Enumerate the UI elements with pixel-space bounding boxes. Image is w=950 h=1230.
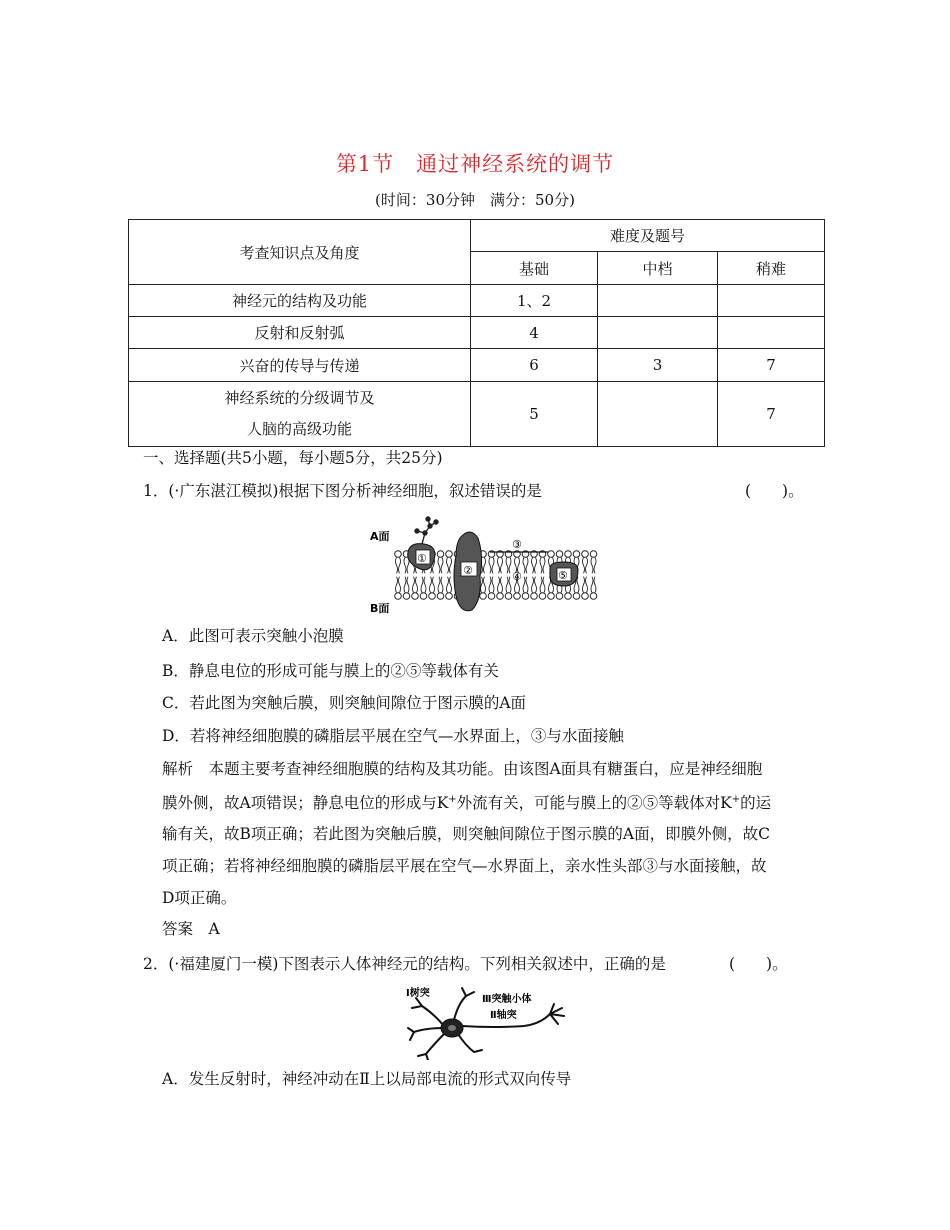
phospholipid-head	[497, 593, 504, 600]
analysis-text: 的运	[740, 794, 772, 813]
q1-answer: 答案 A	[162, 920, 220, 938]
phospholipid-head	[582, 551, 589, 558]
page-title: 第1节 通过神经系统的调节	[335, 152, 615, 176]
side-b-label: B面	[370, 602, 390, 615]
q1-option-b: B．静息电位的形成可能与膜上的②⑤等载体有关	[162, 662, 499, 680]
phospholipid-head	[403, 593, 410, 600]
table-row	[129, 382, 825, 447]
row-basic: 1、2	[471, 285, 598, 317]
membrane-figure	[368, 516, 608, 616]
row-topic-line: 神经系统的分级调节及	[224, 389, 375, 407]
axon-label: Ⅱ轴突	[490, 1010, 517, 1021]
phospholipid-head	[522, 593, 529, 600]
dendrite-label: Ⅰ树突	[406, 988, 430, 999]
level-hard: 稍难	[718, 252, 825, 285]
phospholipid-head	[565, 593, 572, 600]
phospholipid-head	[412, 593, 419, 600]
phospholipid-tail	[498, 577, 503, 593]
neuron-figure	[404, 984, 574, 1060]
phospholipid-tail	[498, 557, 503, 573]
phospholipid-tail	[489, 577, 494, 593]
row-hard	[718, 285, 825, 317]
phospholipid-tail	[438, 577, 443, 593]
label-4: ④	[512, 570, 522, 583]
label-2: ②	[463, 564, 473, 577]
page-subtitle: (时间：30分钟 满分：50分)	[375, 191, 575, 209]
phospholipid-head	[548, 551, 555, 558]
phospholipid-tail	[421, 577, 426, 593]
phospholipid-tail	[591, 577, 596, 593]
analysis-text: 外流有关，可能与膜上的②⑤等载体对K	[456, 794, 732, 813]
phospholipid-tail	[396, 577, 401, 593]
row-hard: 7	[718, 382, 825, 447]
q2-answer-bracket: ( )。	[729, 955, 788, 973]
row-topic: 神经元的结构及功能	[129, 285, 471, 317]
phospholipid-tail	[481, 577, 486, 593]
phospholipid-head	[548, 593, 555, 600]
analysis-line: 项正确；若将神经细胞膜的磷脂层平展在空气—水界面上，亲水性头部③与水面接触，故	[162, 857, 767, 875]
phospholipid-head	[480, 593, 487, 600]
phospholipid-head	[437, 551, 444, 558]
phospholipid-tail	[591, 557, 596, 573]
phospholipid-tail	[489, 557, 494, 573]
phospholipid-head	[582, 593, 589, 600]
level-medium: 中档	[598, 252, 718, 285]
phospholipid-head	[573, 551, 580, 558]
glycoprotein-icon	[415, 517, 438, 544]
label-3: ③	[512, 538, 522, 551]
phospholipid-tail	[438, 557, 443, 573]
phospholipid-tail	[506, 577, 511, 593]
phospholipid-head	[488, 593, 495, 600]
phospholipid-tail	[583, 577, 588, 593]
row-hard	[718, 317, 825, 349]
phospholipid-head	[437, 593, 444, 600]
phospholipid-head	[514, 593, 521, 600]
analysis-line	[162, 795, 771, 812]
level-basic: 基础	[471, 252, 598, 285]
q1-option-c: C．若此图为突触后膜，则突触间隙位于图示膜的A面	[162, 694, 527, 712]
row-medium	[598, 382, 718, 447]
phospholipid-head	[539, 593, 546, 600]
row-basic: 5	[471, 382, 598, 447]
phospholipid-head	[429, 593, 436, 600]
topic-header: 考查知识点及角度	[129, 220, 471, 285]
phospholipid-tail	[413, 577, 418, 593]
phospholipid-head	[590, 593, 597, 600]
phospholipid-head	[395, 593, 402, 600]
table-row	[129, 285, 825, 317]
phospholipid-tail	[430, 577, 435, 593]
synaptic-terminal-label: Ⅲ突触小体	[482, 994, 532, 1005]
phospholipid-head	[573, 593, 580, 600]
superscript: +	[731, 794, 741, 805]
superscript: +	[448, 794, 457, 805]
section-heading: 一、选择题(共5小题，每小题5分，共25分)	[143, 449, 443, 467]
row-topic: 反射和反射弧	[129, 317, 471, 349]
phospholipid-head	[446, 551, 453, 558]
analysis-line: 解析 本题主要考查神经细胞膜的结构及其功能。由该图A面具有糖蛋白，应是神经细胞	[162, 760, 763, 778]
q1-stem: 1．(·广东湛江模拟)根据下图分析神经细胞，叙述错误的是	[143, 482, 542, 500]
label-1: ①	[417, 552, 427, 565]
q2-option-a: A．发生反射时，神经冲动在Ⅱ上以局部电流的形式双向传导	[162, 1070, 572, 1088]
nucleus-icon	[448, 1025, 456, 1031]
analysis-text: 膜外侧，故A项错误；静息电位的形成与K	[162, 794, 449, 813]
row-basic: 6	[471, 349, 598, 382]
phospholipid-tail	[523, 577, 528, 593]
phospholipid-tail	[532, 557, 537, 573]
q2-stem: 2．(·福建厦门一模)下图表示人体神经元的结构。下列相关叙述中，正确的是	[143, 955, 666, 973]
phospholipid-tail	[404, 577, 409, 593]
row-medium	[598, 285, 718, 317]
phospholipid-head	[565, 551, 572, 558]
phospholipid-tail	[540, 577, 545, 593]
row-medium	[598, 317, 718, 349]
knowledge-table	[128, 219, 825, 447]
row-topic	[129, 382, 471, 447]
phospholipid-head	[395, 551, 402, 558]
phospholipid-tail	[506, 557, 511, 573]
phospholipid-tail	[396, 557, 401, 573]
phospholipid-head	[531, 593, 538, 600]
q1-answer-bracket: ( )。	[745, 482, 804, 500]
label-5: ⑤	[558, 569, 568, 582]
phospholipid-head	[556, 551, 563, 558]
side-a-label: A面	[370, 530, 390, 543]
q1-option-d: D．若将神经细胞膜的磷脂层平展在空气—水界面上，③与水面接触	[162, 727, 624, 745]
phospholipid-head	[505, 593, 512, 600]
table-row	[129, 349, 825, 382]
phospholipid-head	[556, 593, 563, 600]
row-basic: 4	[471, 317, 598, 349]
row-medium: 3	[598, 349, 718, 382]
phospholipid-tail	[532, 577, 537, 593]
analysis-line: 输有关，故B项正确；若此图为突触后膜，则突触间隙位于图示膜的A面，即膜外侧，故C	[162, 825, 770, 843]
phospholipid-head	[446, 593, 453, 600]
phospholipid-tail	[583, 557, 588, 573]
phospholipid-tail	[447, 557, 452, 573]
q1-option-a: A．此图可表示突触小泡膜	[162, 627, 344, 645]
phospholipid-head	[420, 593, 427, 600]
row-topic-line: 人脑的高级功能	[246, 420, 352, 438]
row-topic: 兴奋的传导与传递	[129, 349, 471, 382]
phospholipid-tail	[447, 577, 452, 593]
phospholipid-tail	[540, 557, 545, 573]
table-row	[129, 317, 825, 349]
row-hard: 7	[718, 349, 825, 382]
analysis-line: D项正确。	[162, 889, 237, 907]
difficulty-header: 难度及题号	[471, 220, 825, 252]
phospholipid-head	[590, 551, 597, 558]
phospholipid-tail	[523, 557, 528, 573]
